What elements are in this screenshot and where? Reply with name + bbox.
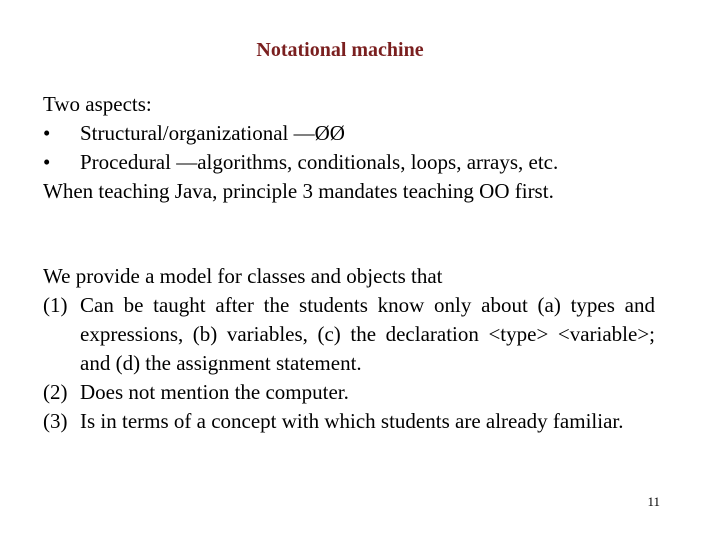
- page-number: 11: [647, 494, 660, 509]
- bullet-text: Structural/organizational —ØØ: [80, 121, 345, 145]
- slide-title: Notational machine: [256, 39, 424, 61]
- aspects-heading: Two aspects:: [43, 92, 152, 116]
- model-section: [43, 262, 655, 436]
- bullet-item: [43, 148, 655, 177]
- bullet-icon: •: [43, 121, 51, 145]
- item-number: (2): [43, 380, 68, 404]
- item-text: Can be taught after the students know only about (a) types and expressions, (b) variables, (c) the declaration <type> <variable>; and (d) the assignment statement.: [80, 293, 655, 375]
- bullet-icon: •: [43, 150, 51, 174]
- numbered-item: [43, 291, 655, 378]
- item-text: Does not mention the computer.: [80, 380, 349, 404]
- bullet-text: Procedural —algorithms, conditionals, loops, arrays, etc.: [80, 150, 559, 174]
- model-lead: We provide a model for classes and objects that: [43, 264, 443, 288]
- numbered-item: [43, 378, 655, 407]
- numbered-item: [43, 407, 655, 436]
- item-number: (1): [43, 293, 68, 317]
- item-text: Is in terms of a concept with which students are already familiar.: [80, 409, 624, 433]
- item-number: (3): [43, 409, 68, 433]
- java-principle-line: When teaching Java, principle 3 mandates teaching OO first.: [43, 179, 554, 203]
- bullet-item: [43, 119, 655, 148]
- aspects-section: [43, 90, 655, 206]
